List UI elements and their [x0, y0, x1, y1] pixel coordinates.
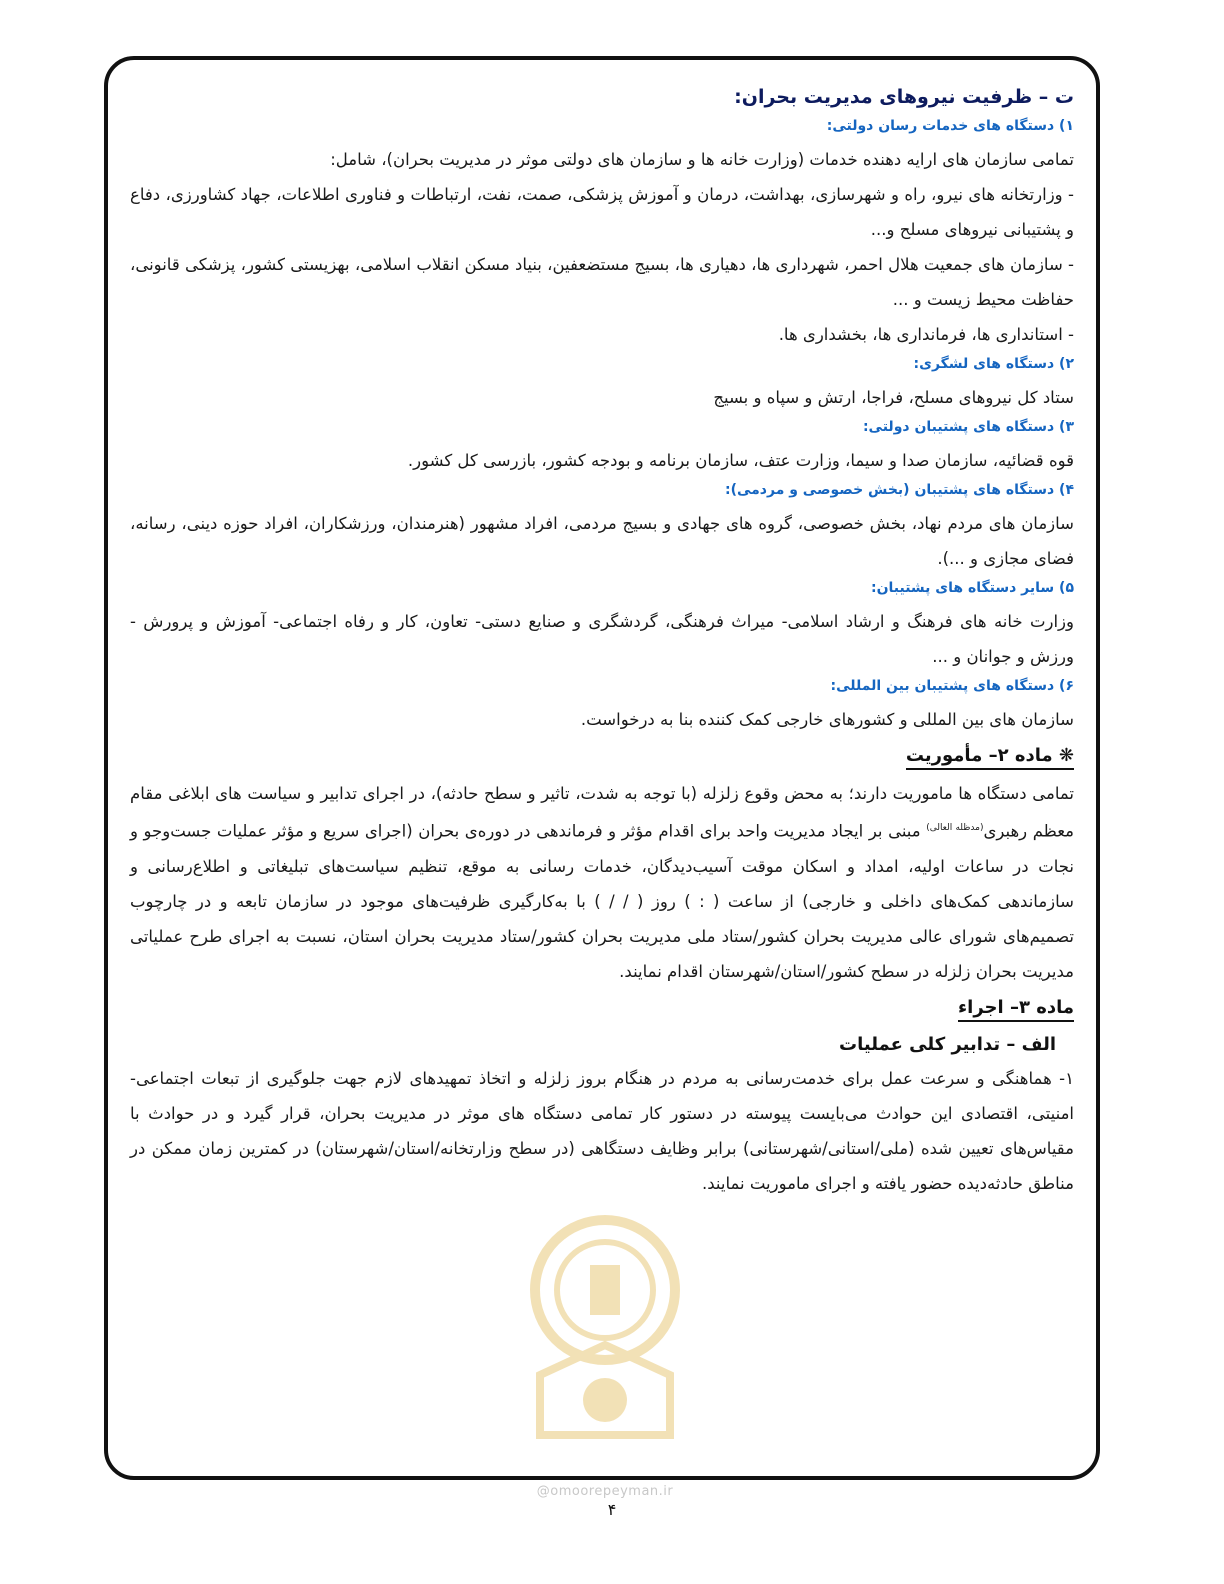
- capacity-section-title: ت – ظرفیت نیروهای مدیریت بحران:: [734, 86, 1074, 108]
- article-2-text: [130, 776, 1074, 989]
- article-2-text-part-1: تمامی دستگاه ها ماموریت دارند؛ به محض وقوع زلزله (با توجه به شدت، تاثیر و سطح حادثه)، در اجرای تدابیر و سیاست های ابلاغی مقام معظم رهبری: [130, 784, 1075, 841]
- item-1-heading: ۱) دستگاه های خدمات رسان دولتی:: [826, 118, 1074, 134]
- item-1: [130, 118, 1074, 352]
- article-2-heading: ❋ ماده ۲– مأموریت: [906, 745, 1074, 770]
- item-3: [130, 419, 1074, 478]
- item-1-paragraph-3: - سازمان های جمعیت هلال احمر، شهرداری ها، دهیاری ها، بسیج مستضعفین، بنیاد مسکن انقلاب اسلامی، بهزیستی کشور، پزشکی قانونی، حفاظت محیط زیست و ...: [130, 255, 1074, 309]
- article-3-subheading: الف – تدابیر کلی عملیات: [839, 1033, 1056, 1055]
- item-3-heading: ۳) دستگاه های پشتیبان دولتی:: [862, 419, 1074, 435]
- item-6: [130, 678, 1074, 737]
- item-3-paragraph: قوه قضائیه، سازمان صدا و سیما، وزارت عتف، سازمان برنامه و بودجه کشور، بازرسی کل کشور.: [407, 451, 1074, 470]
- item-4: [130, 482, 1074, 576]
- item-4-heading: ۴) دستگاه های پشتیبان (بخش خصوصی و مردمی):: [724, 482, 1074, 498]
- item-2-paragraph: ستاد کل نیروهای مسلح، فراجا، ارتش و سپاه و بسیج: [713, 388, 1074, 407]
- watermark-handle: @omoorepeyman.ir: [536, 1484, 674, 1499]
- item-2-heading: ۲) دستگاه های لشگری:: [913, 356, 1074, 372]
- item-6-paragraph: سازمان های بین المللی و کشورهای خارجی کمک کننده بنا به درخواست.: [580, 710, 1074, 729]
- article-3-text: ۱- هماهنگی و سرعت عمل برای خدمت‌رسانی به مردم در هنگام بروز زلزله و اتخاذ تمهیدهای لازم جهت جلوگیری از تبعات اجتماعی- امنیتی، اقتصادی این حوادث می‌بایست پیوسته در دستور کار تمامی دستگاه های موثر در مدیریت بحران، قرار گیرد و در حوادث با مقیاس‌های تعیین شده (ملی/استانی/شهرستانی) برابر وظایف دستگاهی (در سطح وزارتخانه/استان/شهرستان) در کمترین زمان ممکن در مناطق حادثه‌دیده حضور یافته و اجرای ماموریت نمایند.: [130, 1068, 1074, 1193]
- article-2: [130, 741, 1074, 989]
- article-3-heading: ماده ۳– اجراء: [958, 997, 1074, 1022]
- item-2: [130, 356, 1074, 415]
- item-5-paragraph: وزارت خانه های فرهنگ و ارشاد اسلامی- میراث فرهنگی، گردشگری و صنایع دستی- تعاون، کار و رفاه اجتماعی- آموزش و پرورش - ورزش و جوانان و ...: [130, 612, 1074, 666]
- article-2-text-part-2: مبنی بر ایجاد مدیریت واحد برای اقدام مؤثر و فرماندهی در دوره‌ی بحران (اجرای سریع و مؤثر عملیات جست‌وجو و نجات در ساعات اولیه، امداد و اسکان موقت آسیب‌دیدگان، خدمات رسانی به موقع، تنظیم سیاست‌های تبلیغاتی و اطلاع‌رسانی و سازماندهی کمک‌های داخلی و خارجی) از ساعت ( : ) روز ( / / ) با به‌کارگیری ظرفیت‌های موجود در سازمان تابعه و در چارچوب تصمیم‌های شورای عالی مدیریت بحران کشور/ستاد ملی مدیریت بحران کشور/ستاد مدیریت بحران استان، نسبت به اجرای طرح عملیاتی مدیریت بحران زلزله در سطح کشور/استان/شهرستان اقدام نمایند.: [130, 821, 1074, 981]
- article-2-superscript: (مدظله العالی): [926, 823, 984, 833]
- item-5: [130, 580, 1074, 674]
- article-3: [130, 993, 1074, 1201]
- item-1-paragraph-2: - وزارتخانه های نیرو، راه و شهرسازی، بهداشت، درمان و آموزش پزشکی، صمت، نفت، ارتباطات و فناوری اطلاعات، جهاد کشاورزی، دفاع و پشتیبانی نیروهای مسلح و...: [130, 185, 1074, 239]
- page-number: ۴: [607, 1500, 617, 1519]
- item-5-heading: ۵) سایر دستگاه های پشتیبان:: [870, 580, 1074, 596]
- document-body: [130, 80, 1074, 1205]
- item-1-paragraph-1: تمامی سازمان های ارایه دهنده خدمات (وزارت خانه ها و سازمان های دولتی موثر در مدیریت بحران)، شامل:: [330, 150, 1074, 169]
- item-6-heading: ۶) دستگاه های پشتیبان بین المللی:: [830, 678, 1074, 694]
- item-1-paragraph-4: - استانداری ها، فرمانداری ها، بخشداری ها.: [778, 325, 1074, 344]
- item-4-paragraph: سازمان های مردم نهاد، بخش خصوصی، گروه های جهادی و بسیج مردمی، افراد مشهور (هنرمندان، ورزشکاران، افراد حوزه دینی، رسانه، فضای مجازی و ...).: [130, 514, 1074, 568]
